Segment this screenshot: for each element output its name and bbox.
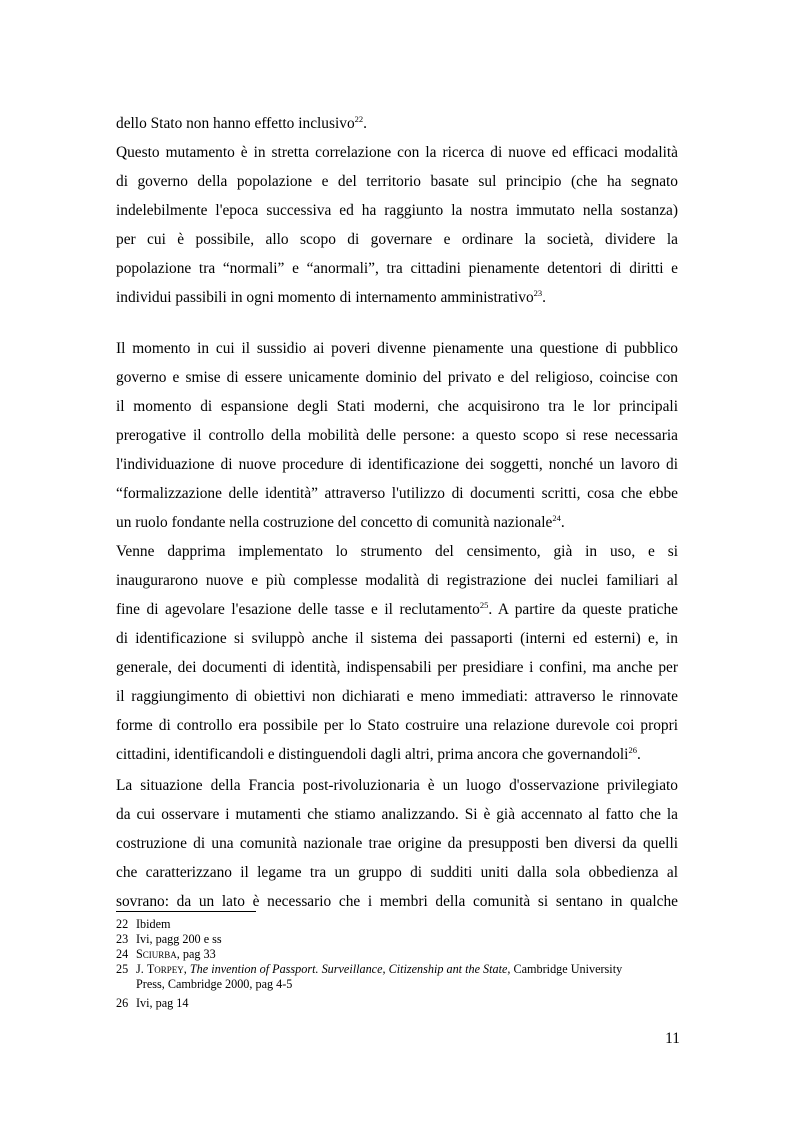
text-line: costruzione di una comunità nazionale trae origine da presupposti ben diversi da quelli bbox=[116, 835, 678, 852]
footnote: 24 Sciurba, pag 33 bbox=[116, 947, 216, 961]
text-line: Il momento in cui il sussidio ai poveri divenne pienamente una questione di pubblico bbox=[116, 340, 678, 357]
page-number: 11 bbox=[665, 1030, 680, 1047]
text-line: che caratterizzano il legame tra un gruppo di sudditi uniti dalla sola obbedienza al bbox=[116, 864, 678, 881]
text-line: un ruolo fondante nella costruzione del concetto di comunità nazionale$^{24}$. bbox=[116, 513, 565, 531]
footnote: Press, Cambridge 2000, pag 4-5 bbox=[136, 977, 293, 991]
footnote-number: 26 bbox=[116, 996, 129, 1010]
text-line: fine di agevolare l'esazione delle tasse e il reclutamento$^{25}$. A partire da queste pratiche bbox=[116, 600, 678, 618]
footnote: 25 J. Torpey, The invention of Passport. Surveillance, Citizenship ant the State, Cambridge University bbox=[116, 962, 623, 976]
text-line: il raggiungimento di obiettivi non dichiarati e meno immediati: attraverso le rinnovate bbox=[116, 688, 678, 705]
text-line: da cui osservare i mutamenti che stiamo analizzando. Si è già accennato al fatto che la bbox=[116, 806, 678, 823]
text-line: sovrano: da un lato è necessario che i membri della comunità si sentano in qualche bbox=[116, 893, 678, 910]
text-line: inaugurarono nuove e più complesse modalità di registrazione dei nuclei familiari al bbox=[116, 572, 678, 589]
text-line: di governo della popolazione e del territorio basate sul principio (che ha segnato bbox=[116, 173, 678, 190]
footnote-ref: 22 bbox=[354, 114, 364, 124]
footnote-number: 24 bbox=[116, 947, 129, 961]
text-line: Venne dapprima implementato lo strumento del censimento, già in uso, e si bbox=[116, 543, 678, 560]
footnote-number: 23 bbox=[116, 932, 129, 946]
text-line: indelebilmente l'epoca successiva ed ha raggiunto la nostra immutato nella sostanza) bbox=[116, 202, 678, 219]
text-line: individui passibili in ogni momento di internamento amministrativo$^{23}$. bbox=[116, 288, 547, 306]
text-line: l'individuazione di nuove procedure di identificazione dei soggetti, nonché un lavoro di bbox=[116, 456, 678, 473]
footnote-number: 22 bbox=[116, 917, 129, 931]
footnote: 22 Ibidem bbox=[116, 917, 171, 931]
text-line: governo e smise di essere unicamente dominio del privato e del religioso, coincise con bbox=[116, 369, 678, 386]
footnote-ref: 23 bbox=[533, 288, 543, 298]
text-line: il momento di espansione degli Stati moderni, che acquisirono tra le lor principali bbox=[116, 398, 678, 415]
footnote: 26 Ivi, pag 14 bbox=[116, 996, 189, 1010]
footnote-ref: 26 bbox=[628, 745, 637, 755]
footnote-ref: 25 bbox=[479, 600, 489, 610]
text-line: popolazione tra “normali” e “anormali”, tra cittadini pienamente detentori di diritti e bbox=[116, 260, 678, 277]
text-line: di identificazione si sviluppò anche il sistema dei passaporti (interni ed esterni) e, in bbox=[116, 630, 678, 647]
text-line: per cui è possibile, allo scopo di governare e ordinare la società, dividere la bbox=[116, 231, 678, 248]
text-line: forme di controllo era possibile per lo Stato costruire una relazione durevole coi propri bbox=[116, 717, 678, 734]
text-line: prerogative il controllo della mobilità delle persone: a questo scopo si rese necessaria bbox=[116, 427, 678, 444]
text-line: “formalizzazione delle identità” attraverso l'utilizzo di documenti scritti, cosa che ebbe bbox=[116, 485, 678, 502]
footnote-number: 25 bbox=[116, 962, 129, 976]
footnote-ref: 24 bbox=[552, 513, 561, 523]
text-line: dello Stato non hanno effetto inclusivo$^{22}$. bbox=[116, 114, 368, 132]
text-line: Questo mutamento è in stretta correlazione con la ricerca di nuove ed efficaci modalità bbox=[116, 144, 678, 161]
footnote-separator bbox=[116, 911, 256, 912]
text-line: generale, dei documenti di identità, indispensabili per presidiare i confini, ma anche per bbox=[116, 659, 678, 676]
footnote: 23 Ivi, pagg 200 e ss bbox=[116, 932, 222, 946]
text-line: La situazione della Francia post-rivoluzionaria è un luogo d'osservazione privilegiato bbox=[116, 777, 678, 794]
text-line: cittadini, identificandoli e distinguendoli dagli altri, prima ancora che governandoli$^{26}$. bbox=[116, 745, 641, 763]
